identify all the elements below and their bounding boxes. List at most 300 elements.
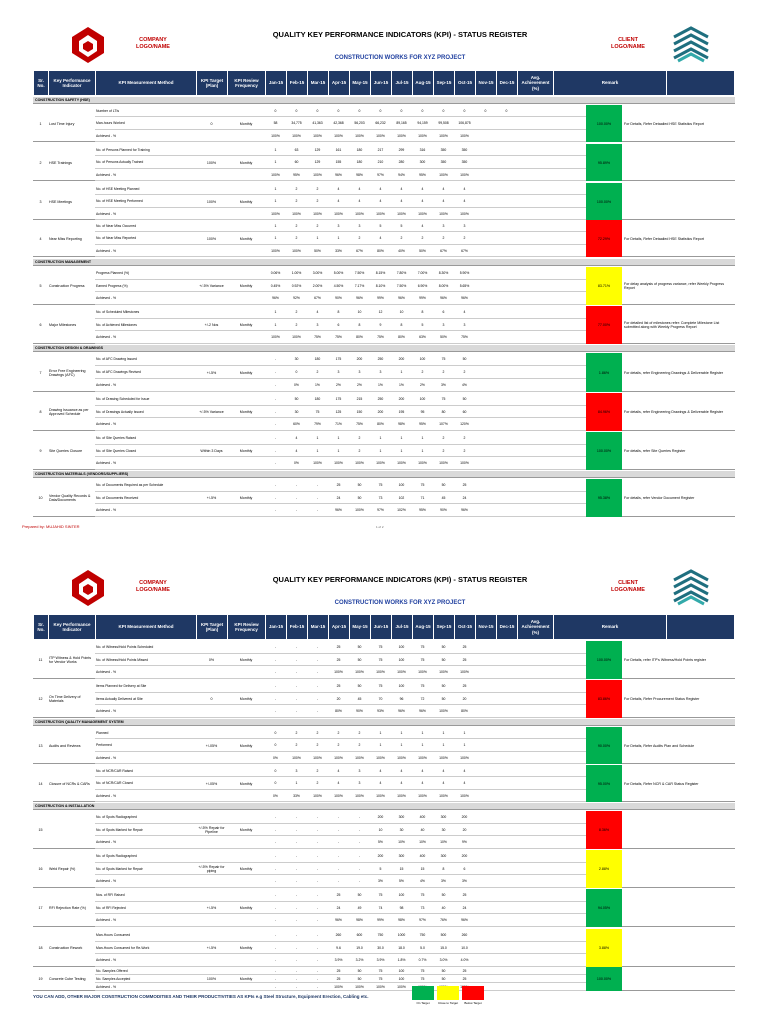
month-value: 50%: [419, 248, 426, 253]
kpi-indicator: RFI Rejection Rate (%): [49, 906, 86, 910]
month-value: -: [316, 933, 319, 937]
column-header: KPI Measurement Method: [96, 71, 197, 95]
month-value: 2: [295, 322, 298, 327]
month-value: 4: [358, 187, 361, 191]
month-value: -: [358, 815, 361, 819]
kpi-remark: [622, 811, 735, 849]
legend-label: Close to Target: [437, 1001, 459, 1005]
month-value: 25: [462, 893, 467, 897]
kpi-frequency: Monthly: [239, 906, 253, 910]
measurement-row: [95, 220, 586, 232]
month-value: -: [274, 958, 277, 963]
kpi-sr-no: 5: [39, 284, 42, 288]
month-value: -: [274, 815, 277, 819]
month-value: 100%: [397, 133, 406, 138]
kpi-indicator: Construction Rework: [49, 946, 83, 950]
kpi-indicator: Concrete Cube Testing: [49, 977, 86, 981]
kpi-sr-no: 7: [39, 370, 42, 375]
kpi-remark: For details, refer Engineering Drawings & Deliverable Register: [624, 370, 724, 375]
measurement-row: [95, 183, 586, 195]
month-value: 100%: [313, 172, 322, 177]
month-value: 75: [378, 483, 383, 487]
month-value: 750: [419, 933, 426, 937]
month-value: -: [295, 866, 298, 871]
month-value: 1: [316, 236, 319, 241]
month-value: -: [316, 840, 319, 845]
month-value: 58: [273, 121, 278, 126]
kpi-remark: [622, 183, 735, 220]
kpi-remark: [622, 929, 735, 967]
measurement-row: [95, 836, 586, 849]
month-value: 1: [295, 781, 298, 786]
month-value: 100%: [439, 793, 448, 798]
month-value: 2: [442, 448, 445, 453]
month-value: 18.0: [398, 945, 405, 950]
month-value: 100%: [334, 133, 343, 138]
month-value: -: [295, 709, 298, 714]
month-value: 30.0: [377, 945, 384, 950]
measurement-row: [95, 942, 586, 955]
month-value: 7.17%: [354, 283, 365, 288]
month-value: 8: [400, 322, 403, 327]
month-value: 96%: [440, 296, 447, 301]
month-value: 96%: [461, 296, 468, 301]
kpi-indicator: Major Milestones: [49, 323, 77, 327]
month-value: 1: [463, 731, 466, 735]
month-value: 100%: [355, 985, 364, 989]
measurement-row: [95, 379, 586, 392]
kpi-block: [33, 105, 735, 142]
measurement-label: No. of Persons Planned for Training: [96, 148, 150, 152]
measurement-label: Items Planned for Delivery at Site: [96, 684, 147, 688]
kpi-achievement: 95.00%: [586, 765, 622, 802]
month-value: -: [316, 918, 319, 923]
column-header: Jan-15: [266, 615, 287, 639]
measurement-label: Achieved - %: [96, 461, 116, 466]
measurement-label: Achieved - %: [96, 793, 116, 798]
month-value: 50: [441, 696, 446, 701]
month-value: 180: [314, 397, 321, 401]
kpi-target: 100%: [206, 199, 217, 204]
kpi-remark: For Details, refer ITP's Witness/Hold Points register: [624, 658, 706, 662]
month-value: 100: [398, 645, 405, 649]
month-value: 1: [421, 436, 424, 440]
month-value: 7.00%: [417, 271, 428, 275]
month-value: 50: [441, 969, 446, 973]
month-value: -: [295, 827, 298, 832]
kpi-target: +/-5%: [206, 496, 217, 500]
month-value: 60: [462, 409, 467, 414]
measurement-row: [95, 790, 586, 802]
column-header: Jan-15: [266, 71, 287, 95]
month-value: 96%: [398, 709, 405, 714]
kpi-block: [33, 765, 735, 802]
kpi-remark: For details, refer Engineering Drawings & Deliverable Register: [624, 410, 724, 414]
month-value: 1: [379, 448, 382, 453]
month-value: -: [274, 645, 277, 649]
kpi-frequency: Monthly: [239, 323, 253, 327]
month-value: 15.0: [440, 945, 447, 950]
month-value: 316: [419, 148, 426, 152]
month-value: 1: [400, 731, 403, 735]
column-header: Jun-15: [371, 71, 392, 95]
month-value: -: [316, 670, 319, 675]
month-value: 4%: [420, 879, 425, 884]
kpi-achievement: 100.00%: [586, 183, 622, 220]
kpi-frequency: Monthly: [239, 236, 253, 241]
month-value: 75%: [377, 335, 384, 340]
kpi-sr-no: 17: [38, 906, 43, 910]
measurement-label: Achieved - %: [96, 985, 116, 989]
month-value: 1: [379, 743, 382, 748]
month-value: 3: [295, 769, 298, 773]
kpi-frequency: Monthly: [239, 781, 253, 786]
month-value: 10%: [440, 840, 447, 845]
month-value: 200: [398, 357, 405, 361]
measurement-row: [95, 824, 586, 837]
month-value: 1: [421, 731, 424, 735]
month-value: 70: [378, 696, 383, 701]
month-value: 72: [420, 696, 425, 701]
measurement-label: Items Actually Delivered at Site: [96, 696, 143, 701]
month-value: 9%: [462, 840, 467, 845]
measurement-row: [95, 105, 586, 117]
month-value: 89,165: [396, 121, 407, 126]
month-value: 1.8%: [397, 958, 406, 963]
month-value: 40%: [398, 248, 405, 253]
kpi-sr-no: 12: [38, 697, 43, 701]
month-value: 0: [274, 743, 277, 748]
month-value: 200: [377, 409, 384, 414]
kpi-sr-no: 6: [39, 323, 42, 327]
month-value: 3: [358, 370, 361, 374]
month-value: 100%: [397, 985, 406, 989]
month-value: 3: [337, 224, 340, 228]
measurement-row: [95, 693, 586, 706]
month-value: 19.0: [356, 945, 363, 950]
month-value: 5.90%: [459, 271, 470, 275]
month-value: 100%: [460, 461, 469, 466]
month-value: 2: [316, 224, 319, 228]
month-value: 75: [378, 657, 383, 662]
kpi-achievement: 1.86%: [586, 353, 622, 392]
month-value: 100%: [334, 211, 343, 216]
month-value: 600: [356, 933, 363, 937]
kpi-indicator: Weld Repair (%): [49, 867, 76, 871]
month-value: 80%: [461, 709, 468, 714]
month-value: 1%: [315, 383, 320, 387]
month-value: -: [274, 977, 277, 981]
month-value: -: [274, 657, 277, 662]
measurement-label: Man-hours Worked: [96, 121, 125, 126]
month-value: 73: [378, 495, 383, 500]
month-value: 66,232: [375, 121, 386, 126]
kpi-block: [33, 144, 735, 181]
month-value: 2: [295, 224, 298, 228]
kpi-frequency: Monthly: [239, 946, 253, 950]
kpi-block: [33, 267, 735, 305]
month-value: 1: [337, 448, 340, 453]
column-header: Mar-15: [308, 615, 329, 639]
month-value: 3: [358, 769, 361, 773]
month-value: -: [274, 879, 277, 884]
legend-swatch-close-to-target: [437, 986, 459, 1000]
kpi-indicator: On Time Delivery of Materials: [49, 695, 81, 703]
month-value: 100%: [313, 793, 322, 798]
month-value: 106,875: [458, 121, 471, 126]
table-header: [33, 614, 735, 640]
month-value: 1: [337, 236, 340, 241]
month-value: 0: [274, 781, 277, 786]
month-value: 50: [357, 977, 362, 981]
kpi-target: +/-2 Nos: [204, 323, 219, 327]
month-value: 100%: [460, 211, 469, 216]
month-value: 100: [398, 657, 405, 662]
month-value: -: [274, 383, 277, 387]
month-value: 2.00%: [312, 283, 323, 288]
month-value: 2: [442, 370, 445, 374]
measurement-row: [95, 406, 586, 419]
month-value: 4: [463, 781, 466, 786]
month-value: 9.6: [336, 945, 341, 950]
month-value: 96%: [398, 296, 405, 301]
month-value: 1: [421, 743, 424, 748]
month-value: 175: [335, 357, 342, 361]
kpi-indicator: [48, 811, 95, 849]
column-header: May-15: [350, 615, 371, 639]
month-value: 100%: [439, 755, 448, 760]
column-header: Apr-15: [329, 71, 350, 95]
month-value: 4.50%: [333, 283, 344, 288]
month-value: 24: [336, 495, 341, 500]
kpi-block: [33, 353, 735, 392]
month-value: 95%: [419, 508, 426, 513]
kpi-sr-no: 13: [38, 743, 43, 748]
month-value: 0.06%: [270, 271, 281, 275]
month-value: -: [316, 495, 319, 500]
month-value: 100%: [334, 793, 343, 798]
month-value: 50: [441, 483, 446, 487]
kpi-block: [33, 432, 735, 470]
kpi-frequency: Monthly: [239, 199, 253, 204]
kpi-indicator: Audits and Reviews: [49, 743, 81, 748]
month-value: 100%: [418, 755, 427, 760]
kpi-remark: For Details, Refer Detaailed HSE Statistics Report: [624, 236, 704, 241]
month-value: 1: [379, 731, 382, 735]
month-value: -: [274, 893, 277, 897]
month-value: 2: [316, 199, 319, 204]
month-value: -: [295, 645, 298, 649]
month-value: -: [316, 508, 319, 513]
month-value: 4.0%: [460, 958, 469, 963]
month-value: 0%: [273, 793, 278, 798]
kpi-sr-no: 14: [38, 781, 43, 786]
month-value: 260: [461, 933, 468, 937]
month-value: -: [358, 840, 361, 845]
month-value: -: [295, 893, 298, 897]
measurement-label: No. of HSE Meeting Performed: [96, 199, 143, 204]
month-value: 0: [400, 109, 403, 113]
month-value: 10: [378, 827, 383, 832]
month-value: 1%: [378, 383, 383, 387]
kpi-target: +/-05%: [205, 743, 218, 748]
month-value: 3%: [462, 879, 467, 884]
kpi-block: [33, 680, 735, 718]
month-value: 100%: [313, 461, 322, 466]
month-value: 1: [442, 743, 445, 748]
month-value: 50%: [440, 335, 447, 340]
month-value: 99%: [377, 296, 384, 301]
month-value: 100%: [355, 670, 364, 675]
month-value: 1: [274, 224, 277, 228]
measurement-label: Progress Planned (%): [96, 271, 130, 275]
month-value: -: [358, 854, 361, 858]
month-value: -: [358, 879, 361, 884]
month-value: 30: [441, 827, 446, 832]
section-title: CONSTRUCTION SAFETY (HSE): [33, 97, 735, 104]
measurement-label: No. of NCR/CAR Closed: [96, 781, 133, 786]
month-value: 1: [274, 236, 277, 241]
month-value: 75: [420, 893, 425, 897]
month-value: 50: [441, 977, 446, 981]
month-value: 97%: [377, 172, 384, 177]
month-value: -: [274, 840, 277, 845]
kpi-target: 100%: [206, 160, 217, 165]
month-value: 8.00%: [438, 283, 449, 288]
month-value: 98%: [398, 918, 405, 923]
month-value: 161: [335, 148, 342, 152]
month-value: 93%: [377, 709, 384, 714]
month-value: 4: [295, 448, 298, 453]
month-value: 100%: [355, 133, 364, 138]
month-value: 400: [419, 854, 426, 858]
month-value: 150: [356, 409, 363, 414]
kpi-achievement: 90.00%: [586, 727, 622, 764]
measurement-row: [95, 232, 586, 244]
month-value: 250: [377, 357, 384, 361]
month-value: 95: [420, 409, 425, 414]
month-value: 12: [378, 310, 383, 314]
month-value: 6: [463, 866, 466, 871]
month-value: 2: [421, 370, 424, 374]
month-value: 15: [399, 866, 404, 871]
month-value: 200: [461, 854, 468, 858]
month-value: 4: [379, 199, 382, 204]
month-value: 180: [356, 148, 363, 152]
month-value: 5%: [399, 879, 404, 884]
month-value: 100%: [271, 335, 280, 340]
month-value: 299: [398, 148, 405, 152]
month-value: 3%: [441, 879, 446, 884]
month-value: -: [274, 854, 277, 858]
kpi-target: 0: [210, 121, 213, 126]
kpi-sr-no: 19: [38, 977, 43, 981]
month-value: 175: [335, 397, 342, 401]
month-value: 1: [274, 199, 277, 204]
month-value: -: [316, 879, 319, 884]
measurement-row: [95, 680, 586, 693]
month-value: 100%: [376, 670, 385, 675]
month-value: 1: [274, 187, 277, 191]
month-value: 100%: [334, 755, 343, 760]
column-header: Apr-15: [329, 615, 350, 639]
month-value: 71%: [335, 422, 342, 427]
month-value: 92%: [293, 296, 300, 301]
month-value: 33%: [335, 248, 342, 253]
month-value: -: [316, 969, 319, 973]
month-value: 100%: [439, 211, 448, 216]
measurement-label: Achieved - %: [96, 840, 116, 845]
month-value: 90%: [356, 709, 363, 714]
measurement-row: [95, 445, 586, 458]
kpi-target: 0: [210, 697, 213, 701]
kpi-remark: For details, refer Vendor Document Register: [624, 496, 695, 500]
kpi-sr-no: 18: [38, 946, 43, 950]
measurement-label: Man-Hours Consumed for Re-Work: [96, 945, 150, 950]
month-value: 200: [377, 854, 384, 858]
month-value: 8: [442, 866, 445, 871]
month-value: 2: [295, 310, 298, 314]
month-value: 100%: [397, 211, 406, 216]
month-value: 0: [484, 109, 487, 113]
month-value: 75%: [356, 422, 363, 427]
month-value: 15: [420, 866, 425, 871]
month-value: 71: [420, 495, 425, 500]
month-value: 102: [398, 495, 405, 500]
measurement-label: Planned: [96, 731, 109, 735]
measurement-label: No. of HSE Meeting Planned: [96, 187, 140, 191]
month-value: 4: [442, 781, 445, 786]
column-header: Aug-15: [413, 71, 434, 95]
month-value: 4: [421, 224, 424, 228]
month-value: 80%: [398, 335, 405, 340]
month-value: 96%: [419, 709, 426, 714]
month-value: 100%: [292, 755, 301, 760]
month-value: 4: [337, 769, 340, 773]
month-value: 80%: [335, 709, 342, 714]
kpi-target: +/-5% Variance: [199, 284, 224, 288]
month-value: 2: [337, 743, 340, 748]
month-value: 98: [399, 905, 404, 910]
month-value: 50: [462, 357, 467, 361]
measurement-row: [95, 863, 586, 876]
kpi-remark: For Details, Refer Detaailed HSE Statistics Report: [624, 121, 704, 126]
month-value: 4: [400, 199, 403, 204]
month-value: 100%: [292, 248, 301, 253]
month-value: 129: [314, 148, 321, 152]
kpi-frequency: Monthly: [239, 160, 253, 165]
month-value: 100%: [418, 461, 427, 466]
month-value: 3.00%: [312, 271, 323, 275]
month-value: 4: [463, 310, 466, 314]
month-value: 98%: [356, 172, 363, 177]
month-value: 5: [421, 322, 424, 327]
month-value: 215: [356, 397, 363, 401]
measurement-row: [95, 156, 586, 168]
month-value: -: [337, 827, 340, 832]
kpi-indicator: HSE Meetings: [49, 199, 72, 204]
kpi-sr-no: 15: [38, 828, 43, 832]
month-value: 1: [400, 743, 403, 748]
month-value: 4: [442, 199, 445, 204]
month-value: 100%: [271, 211, 280, 216]
month-value: 75: [420, 977, 425, 981]
kpi-block: [33, 889, 735, 927]
month-value: 350: [440, 160, 447, 165]
month-value: 1: [274, 322, 277, 327]
month-value: -: [295, 854, 298, 858]
month-value: 102%: [397, 508, 406, 513]
